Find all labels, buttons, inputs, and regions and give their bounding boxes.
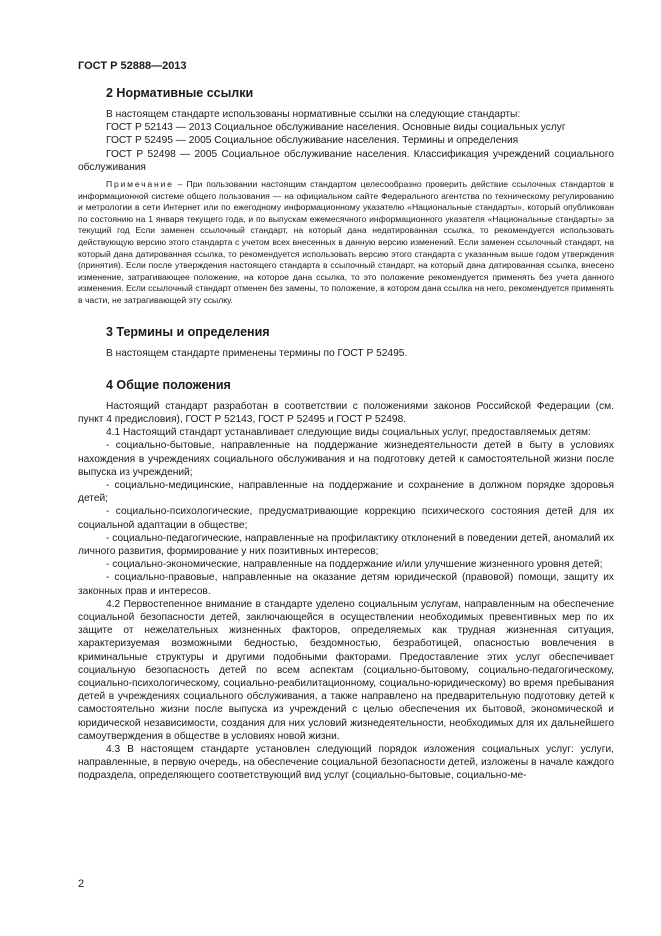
document-header: ГОСТ Р 52888—2013 [78,60,187,72]
section-3-text: В настоящем стандарте применены термины по ГОСТ Р 52495. [106,347,408,359]
section-4-heading: 4 Общие положения [106,377,231,392]
note-paragraph [78,179,614,307]
section-4-paragraph: 4.2 Первостепенное внимание в стандарте уделено социальным услугам, направленным на обеспечение социальной безопасности детей, заключающейся в осуществлении необходимых превентивных мер по их защите от нежелательных жизненных факторов, определяемых как трудная жизненная ситуация, характеризуемая возможными бедностью, бездомностью, безработицей, опасностью вовлечения в криминальные структуры и другими подобными факторами. Предоставление этих услуг обеспечивает социальную безопасность детей по всем аспектам (социально-бытовому, социально-педагогическому, социально-психологическому, социально-реабилитационному, социально-юридическому) во время пребывания детей в учреждениях социального обслуживания, а также направлено на предварительную подготовку детей к самостоятельно жизни после выпуска из учреждений с целью обеспечения их бытовой, экономической и юридической независимости, создания для них условий жизнедеятельности, необходимых для их дальнейшего самоутверждения в обществе в условиях новой жизни. [78,598,614,742]
section-4-paragraph: 4.1 Настоящий стандарт устанавливает следующие виды социальных услуг, предоставляемых детям: [106,427,591,439]
section-3-heading: 3 Термины и определения [106,324,270,339]
reference-item: ГОСТ Р 52143 — 2013 Социальное обслуживание населения. Основные виды социальных услуг [106,122,566,134]
note-text: – При пользовании настоящим стандартом целесообразно проверить действие ссылочных стандартов в информационной системе общего пользования — на официальном сайте Федерального агентства по техническому регулированию и метрологии в сети Интернет или по ежегодному информационному указателю «Национальные стандарты», который опубликован по состоянию на 1 января текущего года, и по выпускам ежемесячного информационного указателя «Национальные стандарты» за текущий год Если заменен ссылочный стандарт, на который дана недатированная ссылка, то рекомендуется использовать действующую версию этого стандарта с учетом всех внесенных в данную версию изменений. Если заменен ссылочный стандарт, на который дана датированная ссылка, то рекомендуется использовать версию этого стандарта с указанным выше годом утверждения (принятия). Если после утверждения настоящего стандарта в ссылочный стандарт, на который дана датированная ссылка, внесено изменение, затрагивающее положение, на которое дана ссылка, то это положение рекомендуется применять без учета данного изменения. Если ссылочный стандарт отменен без замены, то положение, в котором дана ссылка на него, рекомендуется применять в части, не затрагивающей эту ссылку. [78,179,614,305]
service-list-item: - социально-правовые, направленные на оказание детям юридической (правовой) помощи, защиту их законных прав и интересов. [78,572,614,597]
service-list-item: - социально-бытовые, направленные на поддержание жизнедеятельности детей в быту в условиях нахождения в учреждениях социального обслуживания и на подготовку детей к самостоятельной жизни после выпуска из учреждений; [78,440,614,478]
service-list-item: - социально-педагогические, направленные на профилактику отклонений в поведении детей, аномалий их личного развития, формирование у них позитивных интересов; [78,532,614,557]
note-label: Примечание [106,179,174,190]
reference-item: ГОСТ Р 52498 — 2005 Социальное обслуживание населения. Классификация учреждений социального обслуживания [78,148,614,173]
page-content [78,80,614,783]
service-list-item: - социально-экономические, направленные на поддержание и/или улучшение жизненного уровня детей; [106,559,603,571]
page-number: 2 [78,878,85,890]
service-list-item: - социально-психологические, предусматривающие коррекцию психического состояния детей для их социальной адаптации в обществе; [78,506,614,531]
reference-item: ГОСТ Р 52495 — 2005 Социальное обслуживание населения. Термины и определения [106,135,519,147]
section-4-paragraph: Настоящий стандарт разработан в соответствии с положениями законов Российской Федерации (см. пункт 4 предисловия), ГОСТ Р 52143, ГОСТ Р 52495 и ГОСТ Р 52498. [78,400,614,425]
section-4-paragraph: 4.3 В настоящем стандарте установлен следующий порядок изложения социальных услуг: услуги, направленные, в первую очередь, на обеспечение социальной безопасности детей, изложены в начале каждого подраздела, определяющего соответствующий вид услуг (социально-бытовые, социально-ме- [78,744,614,782]
section-2-heading: 2 Нормативные ссылки [106,86,254,100]
section-2-intro: В настоящем стандарте использованы нормативные ссылки на следующие стандарты: [106,109,521,120]
service-list-item: - социально-медицинские, направленные на поддержание и сохранение в должном порядке здоровья детей; [78,479,614,505]
